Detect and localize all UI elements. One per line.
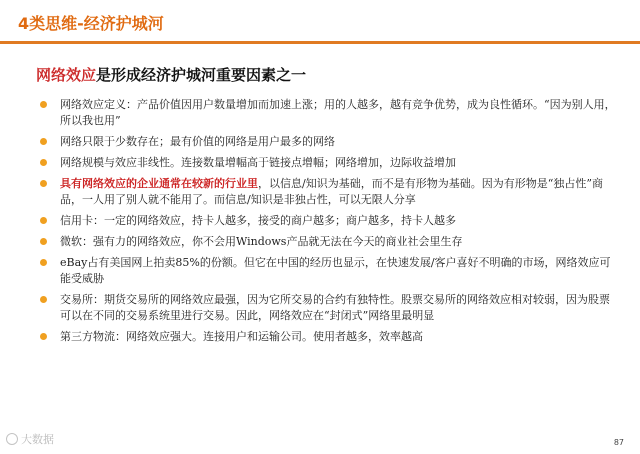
- bullet-dot-icon: [40, 259, 47, 266]
- bullet-item-few-networks: [36, 134, 616, 150]
- bullet-dot-icon: [40, 296, 47, 303]
- header-divider: [0, 41, 640, 44]
- bullet-text: 第三方物流：网络效应强大。连接用户和运输公司。使用者越多，效率越高: [60, 330, 423, 343]
- bullet-text: 网络效应定义：产品价值因用户数量增加而加速上涨；用的人越多，越有竞争优势，成为良性循环。“因为别人用，所以我也用”: [60, 98, 616, 127]
- footer-watermark: [6, 431, 54, 447]
- bullet-item-logistics: [36, 329, 616, 345]
- bullet-dot-icon: [40, 101, 47, 108]
- bullet-dot-icon: [40, 180, 47, 187]
- bullet-text: 网络只限于少数存在；最有价值的网络是用户最多的网络: [60, 135, 335, 148]
- bullet-item-nonlinear: [36, 155, 616, 171]
- bullet-dot-icon: [40, 217, 47, 224]
- bullet-emphasis-text: 具有网络效应的企业通常在较新的行业里: [60, 177, 258, 190]
- page-header-title: 4类思维-经济护城河: [18, 14, 164, 33]
- bullet-item-exchange: [36, 292, 616, 324]
- bullet-item-microsoft: [36, 234, 616, 250]
- slide-subtitle: [36, 64, 306, 85]
- bullet-dot-icon: [40, 159, 47, 166]
- bullet-item-new-industries: [36, 176, 616, 208]
- bullet-item-definition: [36, 97, 616, 129]
- page-number: 87: [613, 438, 624, 447]
- subtitle-highlight: 网络效应: [36, 66, 97, 84]
- watermark-text: 大数据: [21, 433, 54, 446]
- bullet-dot-icon: [40, 238, 47, 245]
- bullet-text: eBay占有美国网上拍卖85%的份额。但它在中国的经历也显示，在快速发展/客户喜好不明确的市场，网络效应可能受威胁: [60, 256, 611, 285]
- bullet-dot-icon: [40, 138, 47, 145]
- bullet-item-credit-card: [36, 213, 616, 229]
- bullet-text: 信用卡：一定的网络效应，持卡人越多，接受的商户越多；商户越多，持卡人越多: [60, 214, 456, 227]
- bullet-text: 微软：强有力的网络效应，你不会用Windows产品就无法在今天的商业社会里生存: [60, 235, 463, 248]
- subtitle-rest: 是形成经济护城河重要因素之一: [96, 66, 307, 84]
- bullet-dot-icon: [40, 333, 47, 340]
- bullet-text: 网络规模与效应非线性。连接数量增幅高于链接点增幅；网络增加，边际收益增加: [60, 156, 456, 169]
- bullet-text: ，以信息/知识为基础，而不是有形物为基础。因为有形物是“独占性”商品，一人用了别人就不能用了。而信息/知识是非独占性，可以无限人分享: [60, 177, 603, 206]
- bullet-list: [36, 97, 616, 350]
- bullet-item-ebay: [36, 255, 616, 287]
- bullet-text: 交易所：期货交易所的网络效应最强，因为它所交易的合约有独特性。股票交易所的网络效应相对较弱，因为股票可以在不同的交易系统里进行交易。因此，网络效应在“封闭式”网络里最明显: [60, 293, 610, 322]
- watermark-logo-icon: [6, 433, 18, 445]
